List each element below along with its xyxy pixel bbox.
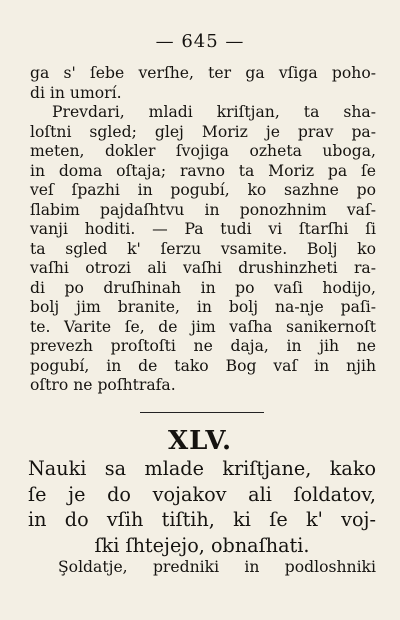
heading-line: ſe je do vojakov ali ſoldatov, bbox=[28, 482, 376, 506]
page-number: — 645 — bbox=[155, 31, 245, 52]
text-line: veſ ſpazhi in pogubí, ko sazhne po bbox=[30, 181, 376, 199]
text-line: vaſhi otrozi ali vaſhi drushinzheti ra- bbox=[30, 259, 376, 277]
section-subheading: Şoldatje, predniki in podloshniki bbox=[58, 558, 376, 576]
text-line: te. Varite ſe, de jim vaſha sanikernoſt bbox=[30, 317, 376, 336]
chapter-number: XLV. bbox=[167, 426, 233, 456]
text-line: ta sgled k' ſerzu vsamite. Bolj ko bbox=[30, 239, 376, 258]
text-line: Prevdari, mladi kriſtjan, ta sha- bbox=[52, 103, 376, 121]
heading-line: Nauki sa mlade kriſtjane, kako bbox=[28, 457, 376, 480]
text-line: pogubí, in de tako Bog vaſ in njih bbox=[30, 356, 376, 375]
heading-line: in do vſih tiſtih, ki ſe k' voj- bbox=[28, 508, 376, 531]
text-line: prevezh proſtoſti ne daja, in jih ne bbox=[30, 337, 376, 355]
text-line: di in umorí. bbox=[30, 83, 122, 102]
body-text bbox=[30, 64, 376, 396]
text-line: di po druſhinah in po vaſi hodijo, bbox=[30, 278, 376, 297]
text-line: loſtni sgled; glej Moriz je prav pa- bbox=[30, 122, 376, 141]
text-line: vanji hoditi. — Pa tudi vi ſtarſhi ſi bbox=[30, 220, 376, 238]
chapter-heading bbox=[28, 456, 376, 558]
text-line: oſtro ne poſhtrafa. bbox=[30, 376, 176, 394]
text-line: meten, dokler ſvojiga ozheta uboga, bbox=[30, 142, 376, 160]
heading-line: ſki ſhtejejo, obnaſhati. bbox=[94, 533, 310, 557]
section-divider bbox=[140, 412, 264, 413]
text-line: ſlabim pajdaſhtvu in ponozhnim vaſ- bbox=[30, 200, 376, 219]
text-line: ga s' ſebe verſhe, ter ga vſiga poho- bbox=[30, 64, 376, 82]
text-line: in doma oſtaja; ravno ta Moriz pa ſe bbox=[30, 161, 376, 180]
text-line: bolj jim branite, in bolj na-nje paſi- bbox=[30, 298, 376, 316]
